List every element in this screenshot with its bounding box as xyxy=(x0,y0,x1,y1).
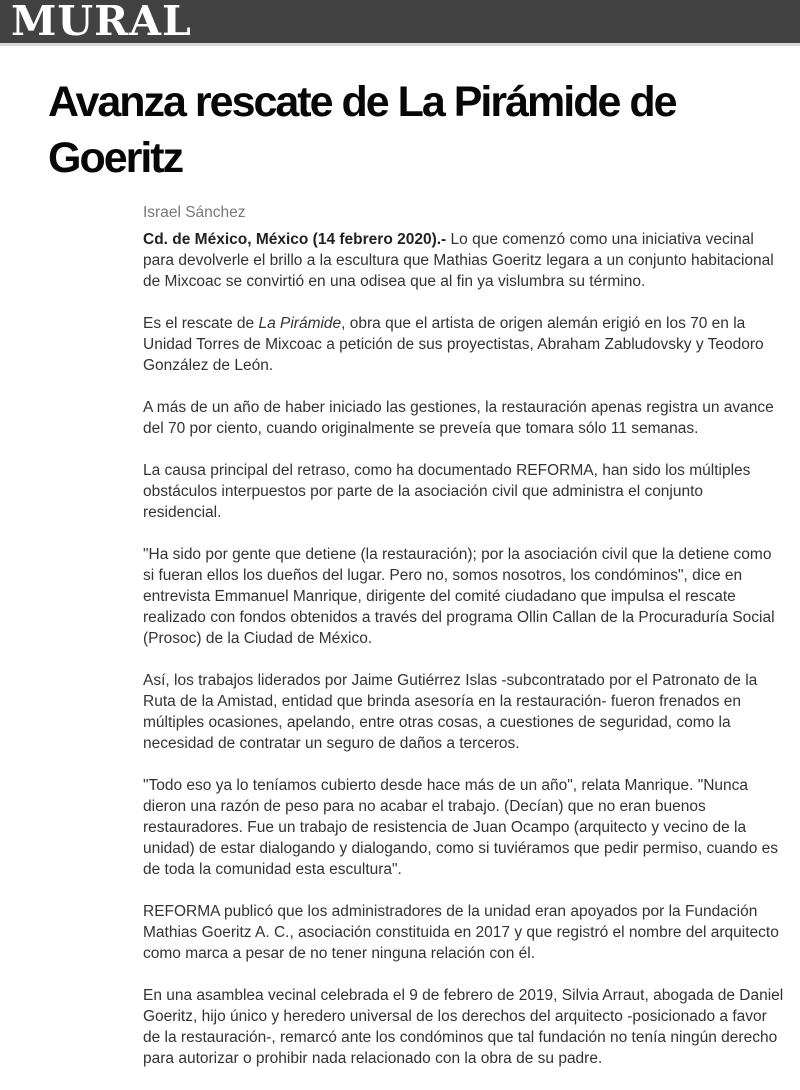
paragraph: REFORMA publicó que los administradores de la unidad eran apoyados por la Fundación Mathias Goeritz A. C., asociación constituida en 2017 y que registró el nombre del arquitecto como marca a pesar de no tener ninguna relación con él. xyxy=(143,903,779,962)
paragraph: Así, los trabajos liderados por Jaime Gutiérrez Islas -subcontratado por el Patronato de la Ruta de la Amistad, entidad que brinda asesoría en la restauración- fueron frenados en múltiples ocasiones, apelando, entre otras cosas, a cuestiones de seguridad, como la necesidad de contratar un seguro de daños a terceros. xyxy=(143,672,758,752)
mural-logo[interactable]: MURAL xyxy=(11,0,192,45)
paragraph: La causa principal del retraso, como ha documentado REFORMA, han sido los múltiples obstáculos interpuestos por parte de la asociación civil que administra el conjunto residencial. xyxy=(143,462,751,521)
p2-pre: Es el rescate de xyxy=(143,315,259,332)
byline: Israel Sánchez xyxy=(143,204,246,221)
masthead xyxy=(0,0,800,46)
paragraph: "Ha sido por gente que detiene (la restauración); por la asociación civil que la detiene como si fueran ellos los dueños del lugar. Pero no, somos nosotros, los condóminos", dice en entrevista Emmanuel Manrique, dirigente del comité ciudadano que impulsa el rescate realizado con fondos obtenidos a través del programa Ollin Callan de la Procuraduría Social (Prosoc) de la Ciudad de México. xyxy=(143,546,775,647)
article-body xyxy=(143,202,785,1069)
paragraph: A más de un año de haber iniciado las gestiones, la restauración apenas registra un avance del 70 por ciento, cuando originalmente se preveía que tomara sólo 11 semanas. xyxy=(143,399,774,437)
article-headline: Avanza rescate de La Pirámide de Goeritz xyxy=(48,78,676,182)
artwork-title: La Pirámide xyxy=(258,315,342,332)
paragraph-lead xyxy=(143,229,785,292)
lead-text: Lo que comenzó como una iniciativa vecinal para devolverle el brillo a la escultura que Mathias Goeritz legara a un conjunto habitacional de Mixcoac se convirtió en una odisea que al fin ya vislumbra su término. xyxy=(143,231,774,290)
paragraph: "Todo eso ya lo teníamos cubierto desde hace más de un año", relata Manrique. "Nunca dieron una razón de peso para no acabar el trabajo. (Decían) que no eran buenos restauradores. Fue un trabajo de resistencia de Juan Ocampo (arquitecto y vecino de la unidad) de estar dialogando y dialogando, como si tuviéramos que pedir permiso, cuando es de toda la comunidad esta escultura". xyxy=(143,777,779,878)
paragraph xyxy=(143,313,785,376)
p2-post: , obra que el artista de origen alemán erigió en los 70 en la Unidad Torres de Mixcoac a petición de sus proyectistas, Abraham Zabludovsky y Teodoro González de León. xyxy=(143,315,764,374)
paragraph: En una asamblea vecinal celebrada el 9 de febrero de 2019, Silvia Arraut, abogada de Daniel Goeritz, hijo único y heredero universal de los derechos del arquitecto -posicionado a favor de la restauración-, remarcó ante los condóminos que tal fundación no tenía ningún derecho para autorizar o prohibir nada relacionado con la obra de su padre. xyxy=(143,987,784,1067)
dateline: Cd. de México, México (14 febrero 2020).- xyxy=(143,231,451,248)
article xyxy=(0,74,800,1069)
